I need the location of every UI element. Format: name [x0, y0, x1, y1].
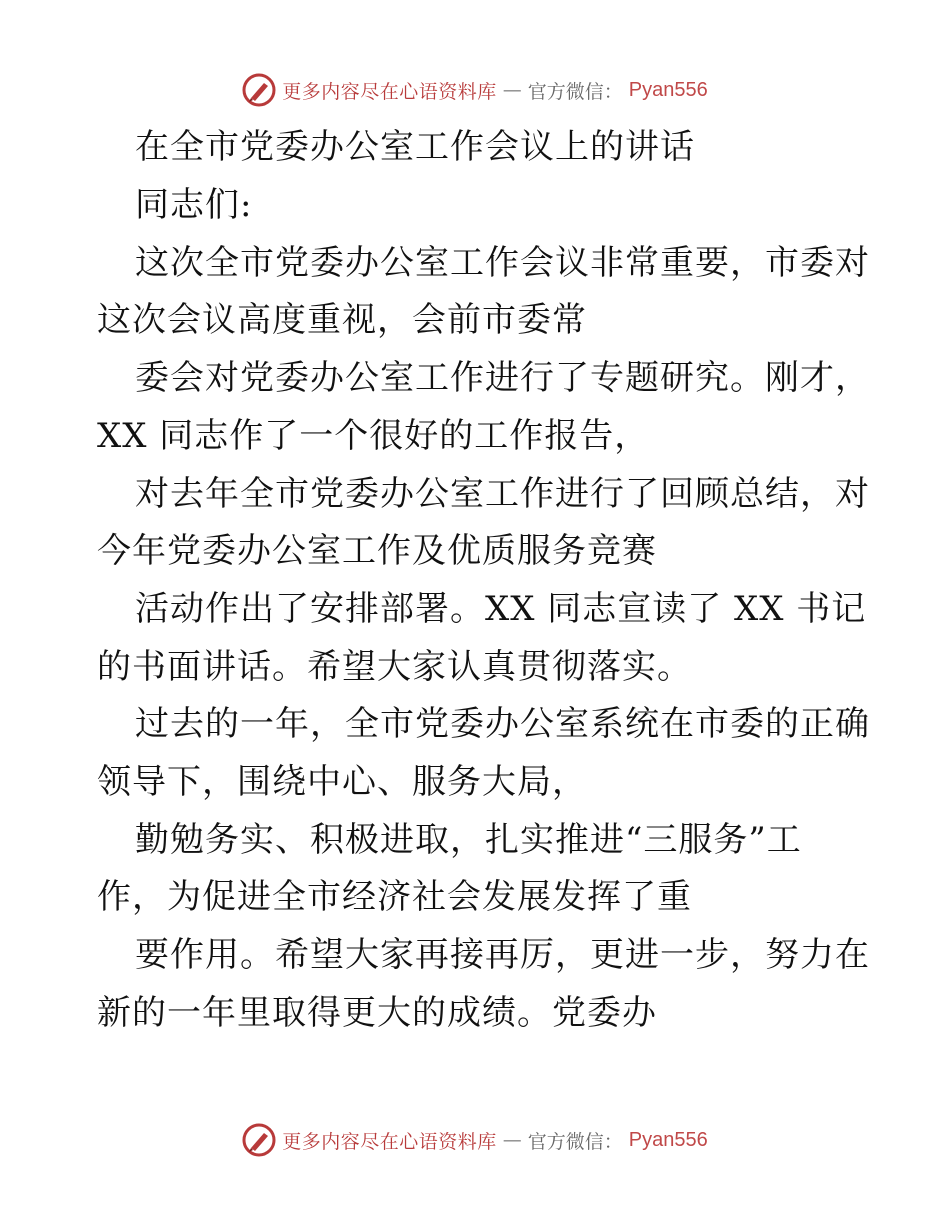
header-banner [0, 70, 950, 110]
text-line: 今年党委办公室工作及优质服务竞赛 [97, 531, 657, 571]
salutation-line: 同志们: [135, 185, 253, 225]
banner-wechat-label: 官方微信： [527, 1130, 623, 1153]
text-line: 领导下，围绕中心、服务大局， [97, 762, 587, 802]
text-line: 这次会议高度重视，会前市委常 [97, 300, 587, 340]
text-line: 新的一年里取得更大的成绩。党委办 [97, 993, 657, 1033]
text-line: 作，为促进全市经济社会发展发挥了重 [97, 877, 692, 917]
text-line: XX 同志作了一个很好的工作报告， [97, 416, 650, 456]
text-line: 活动作出了安排部署。XX 同志宣读了 XX 书记 [135, 589, 867, 629]
text-line: 委会对党委办公室工作进行了专题研究。刚才， [135, 358, 870, 398]
text-line: 这次全市党委办公室工作会议非常重要，市委对 [135, 243, 870, 283]
banner-separator: — [502, 1129, 522, 1151]
document-title: 在全市党委办公室工作会议上的讲话 [135, 127, 695, 167]
pen-logo-icon [242, 1123, 276, 1157]
text-line: 勤勉务实、积极进取，扎实推进“三服务”工 [135, 820, 802, 860]
banner-brand-text: 更多内容尽在心语资料库 [282, 80, 497, 103]
text-line: 的书面讲话。希望大家认真贯彻落实。 [97, 647, 692, 687]
banner-separator: — [502, 79, 522, 101]
footer-banner [0, 1120, 950, 1160]
pen-logo-icon [242, 73, 276, 107]
text-line: 对去年全市党委办公室工作进行了回顾总结，对 [135, 474, 870, 514]
banner-wechat-id: Pyan556 [628, 78, 708, 101]
text-line: 过去的一年，全市党委办公室系统在市委的正确 [135, 704, 870, 744]
banner-wechat-id: Pyan556 [628, 1128, 708, 1151]
text-line: 要作用。希望大家再接再厉，更进一步，努力在 [135, 935, 870, 975]
banner-wechat-label: 官方微信： [527, 80, 623, 103]
banner-brand-text: 更多内容尽在心语资料库 [282, 1130, 497, 1153]
